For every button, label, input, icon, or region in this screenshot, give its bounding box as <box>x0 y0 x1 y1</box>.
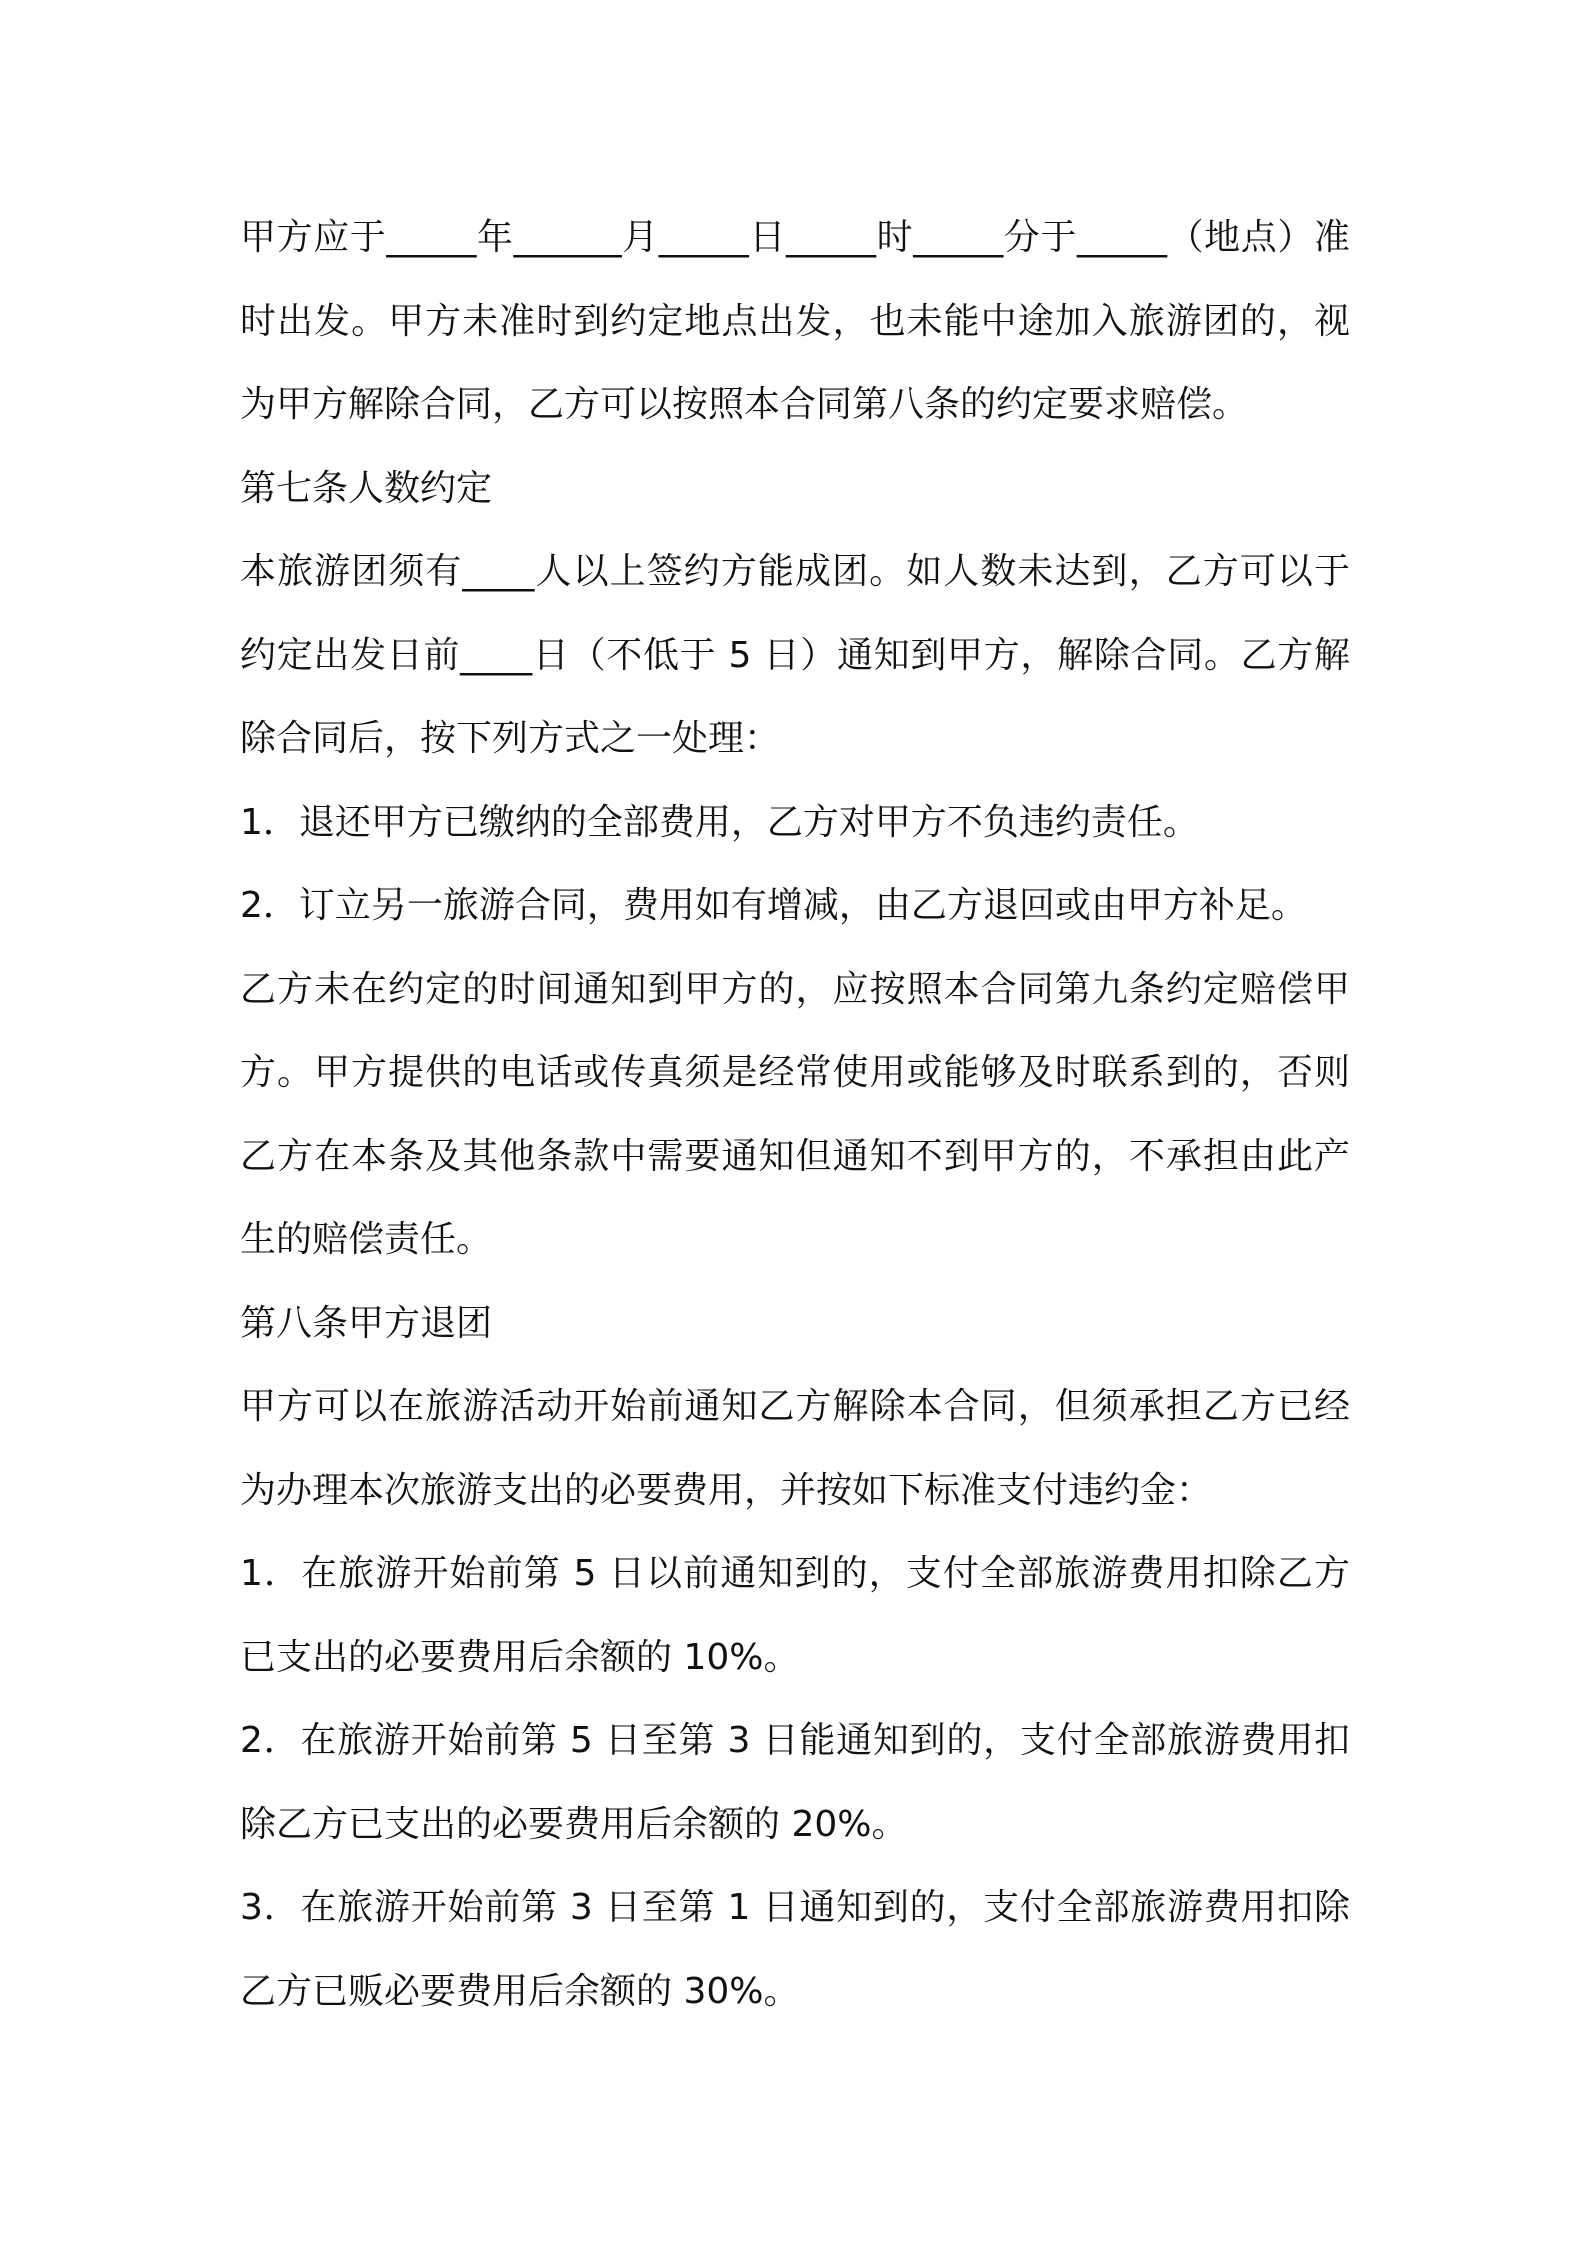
paragraph-notification-liability: 乙方未在约定的时间通知到甲方的，应按照本合同第九条约定赔偿甲方。甲方提供的电话或传真须是经常使用或能够及时联系到的，否则乙方在本条及其他条款中需要通知但通知不到甲方的，不承担由此产生的赔偿责任。 <box>240 968 1350 1260</box>
document-body <box>240 196 1350 2033</box>
heading-article-7: 第七条人数约定 <box>240 467 493 509</box>
list-item-new-contract: 2．订立另一旅游合同，费用如有增减，由乙方退回或由甲方补足。 <box>240 885 1307 926</box>
paragraph-departure-time: 甲方应于_____年______月_____日_____时_____分于_____（地点）准时出发。甲方未准时到约定地点出发，也未能中途加入旅游团的，视为甲方解除合同，乙方可以按照本合同第八条的约定要求赔偿。 <box>240 217 1350 425</box>
list-item-penalty-20: 2．在旅游开始前第 5 日至第 3 日能通知到的，支付全部旅游费用扣除乙方已支出的必要费用后余额的 20%。 <box>240 1720 1350 1845</box>
list-item-refund-all: 1．退还甲方已缴纳的全部费用，乙方对甲方不负违约责任。 <box>240 801 1199 843</box>
paragraph-group-size: 本旅游团须有____人以上签约方能成团。如人数未达到，乙方可以于约定出发日前____日（不低于 5 日）通知到甲方，解除合同。乙方解除合同后，按下列方式之一处理： <box>240 551 1350 759</box>
paragraph-withdrawal: 甲方可以在旅游活动开始前通知乙方解除本合同，但须承担乙方已经为办理本次旅游支出的必要费用，并按如下标准支付违约金： <box>240 1386 1350 1511</box>
list-item-penalty-10: 1．在旅游开始前第 5 日以前通知到的，支付全部旅游费用扣除乙方已支出的必要费用后余额的 10%。 <box>240 1553 1350 1678</box>
heading-article-8: 第八条甲方退团 <box>240 1302 493 1344</box>
list-item-penalty-30: 3．在旅游开始前第 3 日至第 1 日通知到的，支付全部旅游费用扣除乙方已贩必要费用后余额的 30%。 <box>240 1887 1350 2012</box>
